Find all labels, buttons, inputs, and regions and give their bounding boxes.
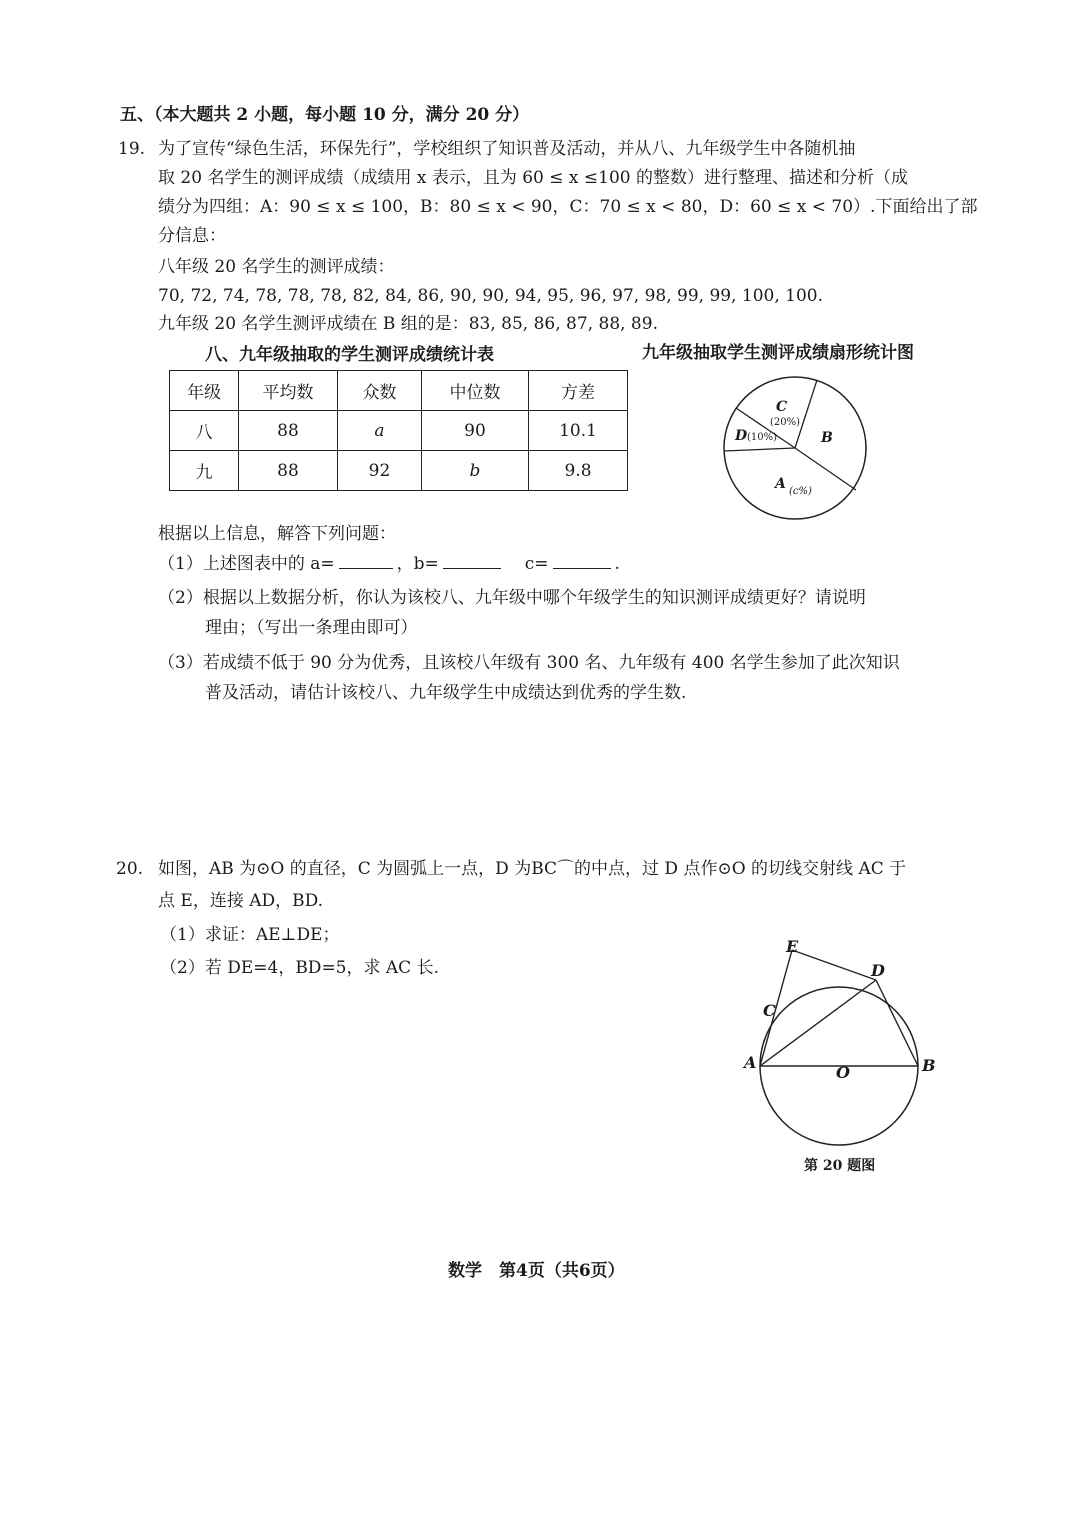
table-cell: 九 — [170, 451, 239, 491]
q19-part-1 — [158, 549, 620, 579]
q20-part-2: （2）若 DE=4，BD=5，求 AC 长. — [160, 958, 439, 978]
pie-label-b: B — [821, 430, 833, 446]
label-d: D — [871, 961, 885, 980]
q19-prompt: 根据以上信息，解答下列问题： — [158, 524, 396, 544]
label-e: E — [786, 937, 799, 956]
section-header: 五、（本大题共 2 小题，每小题 10 分，满分 20 分） — [120, 105, 530, 125]
answer-blank-c[interactable] — [553, 550, 611, 569]
table-cell: 88 — [239, 451, 338, 491]
pie-pct-c: (20%) — [770, 417, 801, 428]
table-title: 八、九年级抽取的学生测评成绩统计表 — [205, 345, 494, 365]
q20-line-2: 点 E，连接 AD，BD. — [158, 891, 324, 911]
grade8-scores: 70, 72, 74, 78, 78, 78, 82, 84, 86, 90, 90, 94, 95, 96, 97, 98, 99, 99, 100, 100. — [158, 286, 824, 306]
part1-c-label: c= — [524, 554, 549, 574]
pie-divider-ad — [724, 448, 795, 451]
pie-pct-d: (10%) — [747, 432, 778, 443]
pie-divider-ba — [795, 448, 856, 490]
figure-caption: 第 20 题图 — [804, 1158, 876, 1174]
q20-figure — [738, 930, 958, 1150]
table-header-cell: 年级 — [170, 371, 239, 411]
stats-table — [169, 370, 628, 491]
table-cell: 10.1 — [529, 411, 628, 451]
pie-chart — [718, 374, 878, 524]
table-cell: b — [422, 451, 529, 491]
table-header-cell: 方差 — [529, 371, 628, 411]
pie-pct-a: (c%) — [789, 486, 812, 497]
pie-chart-title: 九年级抽取学生测评成绩扇形统计图 — [642, 343, 914, 363]
table-header-cell: 众数 — [338, 371, 422, 411]
table-row — [170, 411, 628, 451]
answer-blank-a[interactable] — [339, 550, 393, 569]
part1-b-label: ，b= — [396, 554, 439, 574]
table-header-row — [170, 371, 628, 411]
q19-part-3-line-2: 普及活动，请估计该校八、九年级学生中成绩达到优秀的学生数. — [205, 683, 687, 703]
q19-intro-line-3: 绩分为四组：A：90 ≤ x ≤ 100，B：80 ≤ x < 90，C：70 ≤ x < 80，D：60 ≤ x < 70）.下面给出了部 — [158, 197, 978, 217]
table-cell: a — [338, 411, 422, 451]
page-footer: 数学 第4页（共6页） — [448, 1261, 625, 1281]
label-c: C — [763, 1001, 776, 1020]
table-cell: 9.8 — [529, 451, 628, 491]
q19-intro-line-4: 分信息： — [158, 226, 226, 246]
table-cell: 88 — [239, 411, 338, 451]
q19-part-2-line-1: （2）根据以上数据分析，你认为该校八、九年级中哪个年级学生的知识测评成绩更好？请说明 — [158, 588, 866, 608]
pie-divider-cb — [795, 380, 817, 448]
table-header-cell: 中位数 — [422, 371, 529, 411]
grade8-label: 八年级 20 名学生的测评成绩： — [158, 257, 395, 277]
q20-number: 20. — [116, 859, 144, 879]
label-a: A — [744, 1053, 757, 1072]
q20-line-1: 如图，AB 为⊙O 的直径，C 为圆弧上一点，D 为BC⌒的中点，过 D 点作⊙O 的切线交射线 AC 于 — [158, 859, 907, 879]
chord-ad — [760, 980, 876, 1066]
q20-part-1: （1）求证：AE⊥DE； — [160, 925, 340, 945]
q19-number: 19. — [118, 139, 146, 159]
part1-a-label: （1）上述图表中的 a= — [158, 554, 335, 574]
pie-label-c: C — [776, 399, 788, 415]
q19-intro-line-2: 取 20 名学生的测评成绩（成绩用 x 表示，且为 60 ≤ x ≤100 的整数）进行整理、描述和分析（成 — [158, 168, 909, 188]
label-b: B — [922, 1056, 936, 1075]
part1-end: . — [614, 554, 620, 574]
tangent-ed — [792, 950, 876, 980]
label-o: O — [836, 1063, 850, 1082]
pie-label-d: D — [735, 428, 748, 444]
grade9-b-scores: 九年级 20 名学生测评成绩在 B 组的是：83, 85, 86, 87, 88, 89. — [158, 314, 658, 334]
table-row — [170, 451, 628, 491]
q19-part-3-line-1: （3）若成绩不低于 90 分为优秀，且该校八年级有 300 名、九年级有 400 名学生参加了此次知识 — [158, 653, 900, 673]
answer-blank-b[interactable] — [443, 550, 501, 569]
pie-label-a: A — [775, 476, 786, 492]
table-cell: 92 — [338, 451, 422, 491]
table-cell: 90 — [422, 411, 529, 451]
table-cell: 八 — [170, 411, 239, 451]
chord-bd — [876, 980, 918, 1066]
table-header-cell: 平均数 — [239, 371, 338, 411]
q19-intro-line-1: 为了宣传“绿色生活，环保先行”，学校组织了知识普及活动，并从八、九年级学生中各随机抽 — [158, 139, 856, 159]
q19-part-2-line-2: 理由；（写出一条理由即可） — [205, 618, 418, 638]
